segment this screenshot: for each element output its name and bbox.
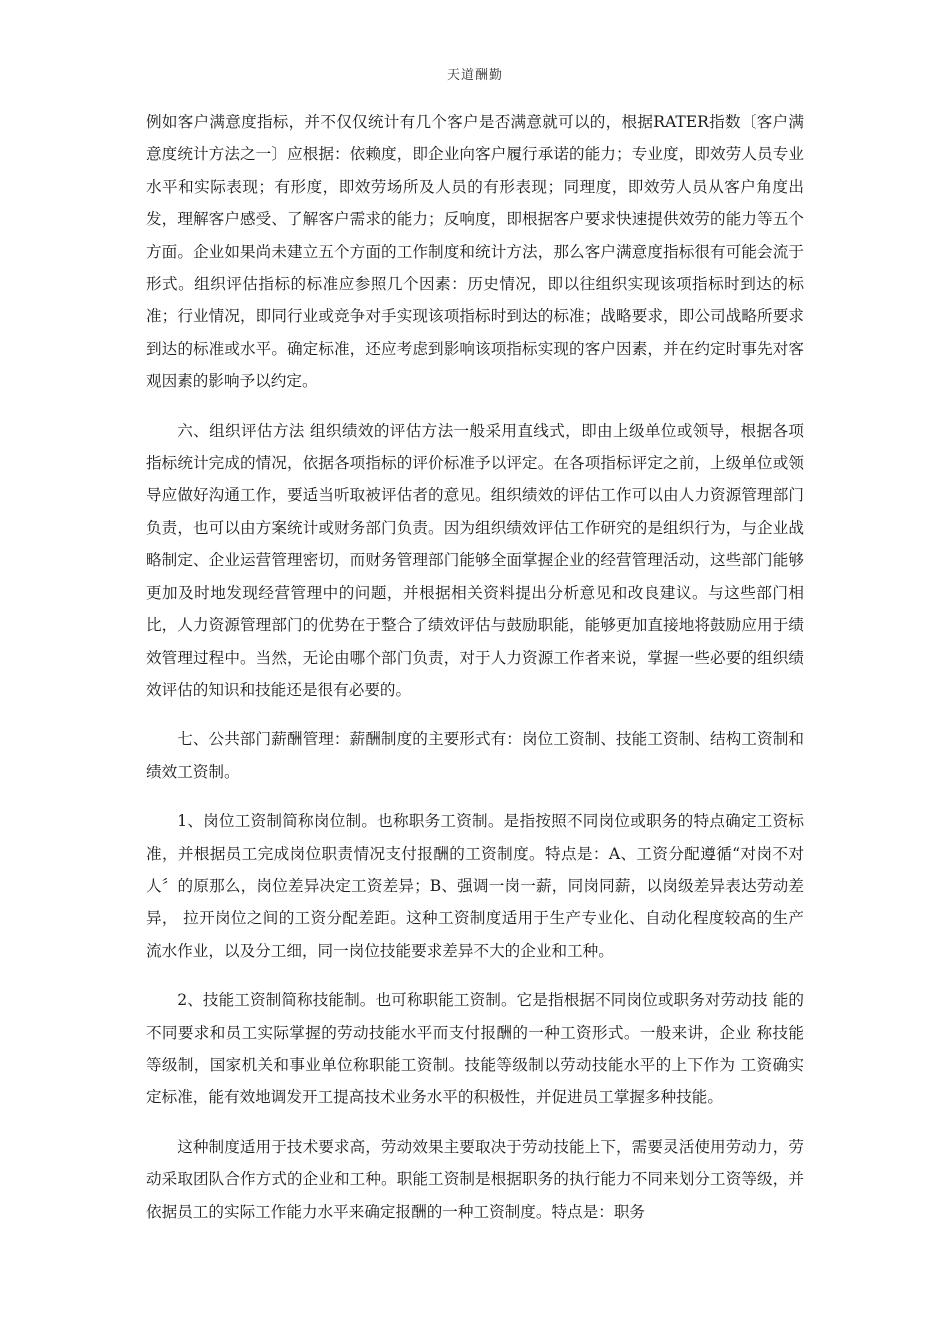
- paragraph-skill-salary-continued: 这种制度适用于技术要求高，劳动效果主要取决于劳动技能上下，需要灵活使用劳动力，劳 动采取团队合作方式的企业和工种。职能工资制是根据职务的执行能力不同来划分工资等级，并依据员工的实际工作能力水平来确定报酬的一种工资制度。特点是：职务: [146, 1137, 804, 1221]
- paragraph-skill-salary: 2、技能工资制简称技能制。也可称职能工资制。它是指根据不同岗位或职务对劳动技 能的不同要求和员工实际掌握的劳动技能水平而支付报酬的一种工资形式。一般来讲，企业 称技能等级制，国家机关和事业单位称职能工资制。技能等级制以劳动技能水平的上下作为 工资确实定标准，能有效地调发开工提高技术业务水平的积极性，并促进员工掌握多种技能。: [146, 991, 804, 1107]
- page-header: 天道酬勤: [446, 68, 503, 83]
- paragraph-salary-management: 七、公共部门薪酬管理：薪酬制度的主要形式有：岗位工资制、技能工资制、结构工资制和绩效工资制。: [146, 730, 804, 781]
- paragraph-customer-satisfaction: 例如客户满意度指标，并不仅仅统计有几个客户是否满意就可以的，根据RATER指数〔客户满意度统计方法之一〕应根据：依赖度，即企业向客户履行承诺的能力；专业度，即效劳人员专业水平和实际表现；有形度，即效劳场所及人员的有形表现；同理度，即效劳人员从客户角度出发，理解客户感受、了解客户需求的能力；反响度，即根据客户要求快速提供效劳的能力等五个方面。企业如果尚未建立五个方面的工作制度和统计方法，那么客户满意度指标很有可能会流于形式。组织评估指标的标准应参照几个因素：历史情况，即以往组织实现该项指标时到达的标准；行业情况，即同行业或竞争对手实现该项指标时到达的标准；战略要求，即公司战略所要求到达的标准或水平。确定标准，还应考虑到影响该项指标实现的客户因素，并在约定时事先对客观因素的影响予以约定。: [146, 113, 804, 391]
- paragraph-assessment-method: 六、组织评估方法 组织绩效的评估方法一般采用直线式，即由上级单位或领导，根据各项指标统计完成的情况，依据各项指标的评价标准予以评定。在各项指标评定之前，上级单位或领导应做好沟通工作，要适当听取被评估者的意见。组织绩效的评估工作可以由人力资源管理部门负责，也可以由方案统计或财务部门负责。因为组织绩效评估工作研究的是组织行为，与企业战略制定、企业运营管理密切，而财务管理部门能够全面掌握企业的经营管理活动，这些部门能够更加及时地发现经营管理中的问题，并根据相关资料提出分析意见和改良建议。与这些部门相比，人力资源管理部门的优势在于整合了绩效评估与鼓励职能，能够更加直接地将鼓励应用于绩效管理过程中。当然，无论由哪个部门负责，对于人力资源工作者来说，掌握一些必要的组织绩效评估的知识和技能还是很有必要的。: [146, 421, 804, 699]
- paragraph-position-salary: 1、岗位工资制简称岗位制。也称职务工资制。是指按照不同岗位或职务的特点确定工资标准，并根据员工完成岗位职责情况支付报酬的工资制度。特点是：A、工资分配遵循“对岗不对人〞的原那么，岗位差异决定工资差异；B、强调一岗一薪，同岗同薪，以岗级差异表达劳动差异， 拉开岗位之间的工资分配差距。这种工资制度适用于生产专业化、自动化程度较高的生产流水作业，以及分工细，同一岗位技能要求差异不大的企业和工种。: [146, 812, 804, 960]
- document-body: [146, 106, 804, 1245]
